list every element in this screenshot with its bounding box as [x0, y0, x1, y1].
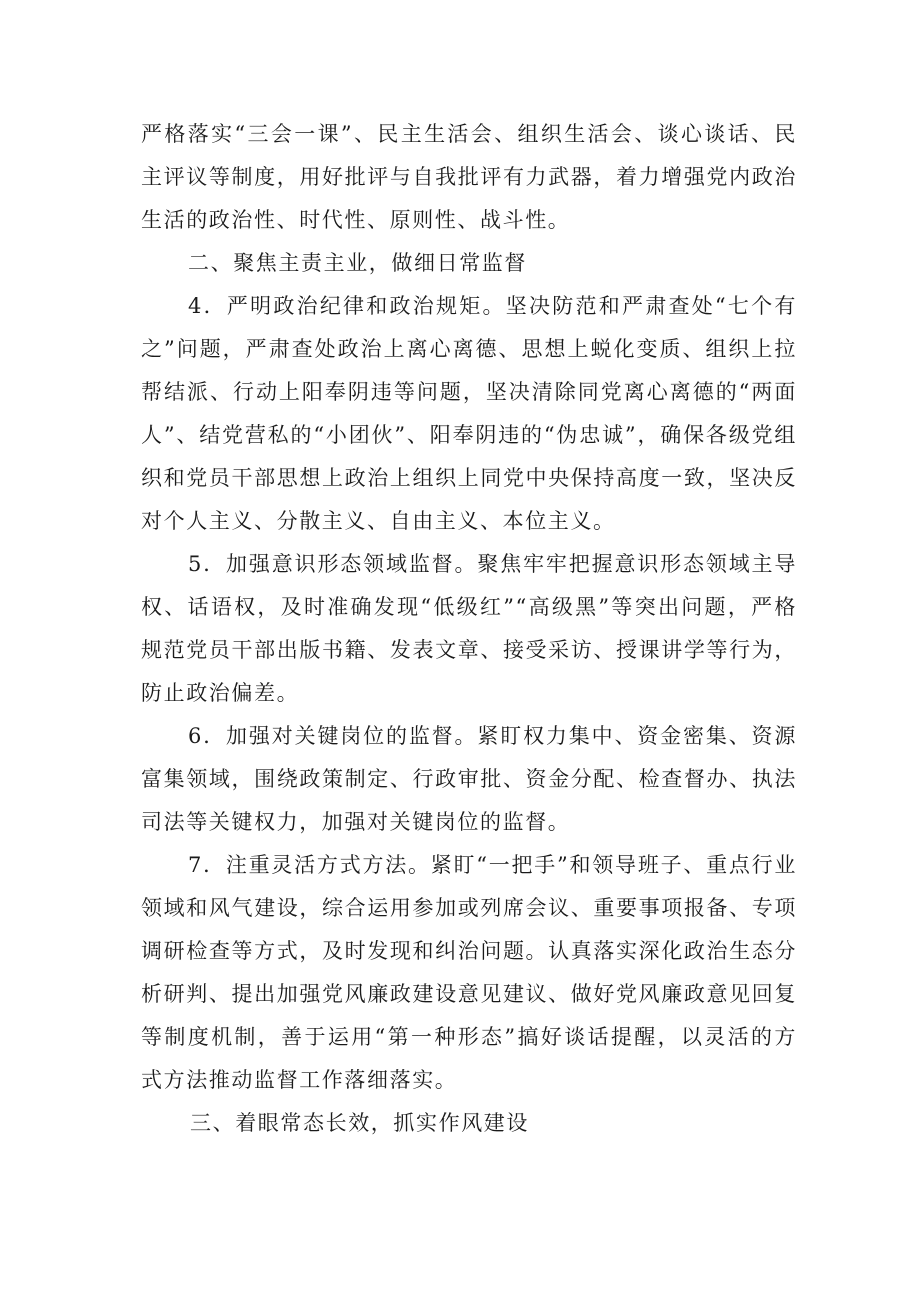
paragraph-item-7: 7．注重灵活方式方法。紧盯“一把手”和领导班子、重点行业领域和风气建设，综合运用参加或列席会议、重要事项报备、专项调研检查等方式，及时发现和纠治问题。认真落实深化政治生态分析研判、提出加强党风廉政建设意见建议、做好党风廉政意见回复等制度机制，善于运用“第一种形态”搞好谈话提醒，以灵活的方式方法推动监督工作落细落实。 [141, 853, 797, 1092]
paragraph-item-4: 4．严明政治纪律和政治规矩。坚决防范和严肃查处“七个有之”问题，严肃查处政治上离心离德、思想上蜕化变质、组织上拉帮结派、行动上阳奉阴违等问题，坚决清除同党离心离德的“两面人”、结党营私的“小团伙”、阳奉阴违的“伪忠诚”，确保各级党组织和党员干部思想上政治上组织上同党中央保持高度一致，坚决反对个人主义、分散主义、自由主义、本位主义。 [141, 294, 797, 533]
document-page [141, 113, 797, 1145]
section-heading-3: 三、着眼常态长效，抓实作风建设 [190, 1111, 529, 1135]
section-heading-2: 二、聚焦主责主业，做细日常监督 [188, 251, 527, 275]
paragraph-item-5: 5．加强意识形态领域监督。聚焦牢牢把握意识形态领域主导权、话语权，及时准确发现“低级红”“高级黑”等突出问题，严格规范党员干部出版书籍、发表文章、接受采访、授课讲学等行为，防止政治偏差。 [141, 552, 797, 705]
paragraph-continued: 严格落实“三会一课”、民主生活会、组织生活会、谈心谈话、民主评议等制度，用好批评与自我批评有力武器，着力增强党内政治生活的政治性、时代性、原则性、战斗性。 [141, 122, 797, 232]
paragraph-item-6: 6．加强对关键岗位的监督。紧盯权力集中、资金密集、资源富集领域，围绕政策制定、行政审批、资金分配、检查督办、执法司法等关键权力，加强对关键岗位的监督。 [141, 724, 797, 834]
